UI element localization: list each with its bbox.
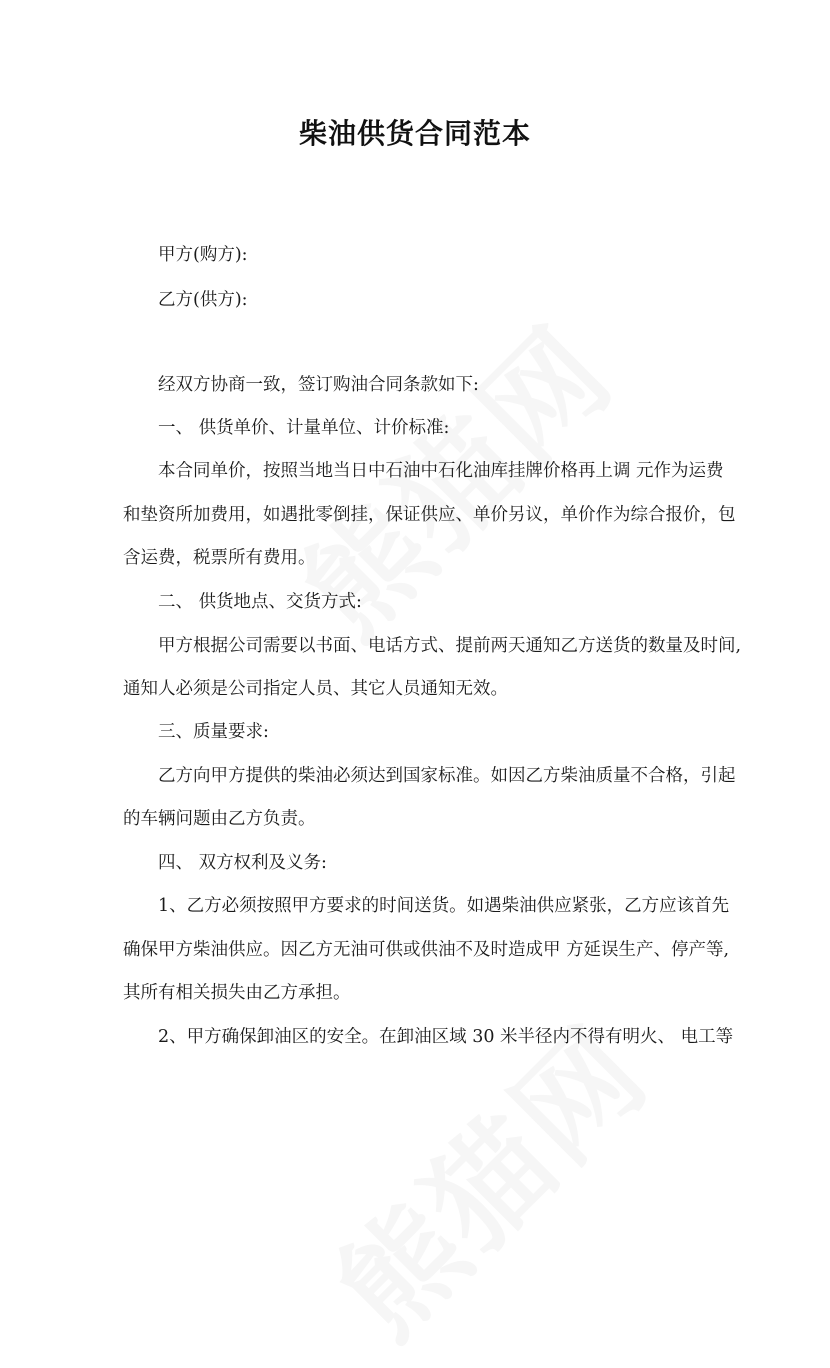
- section-2-line: 通知人必须是公司指定人员、其它人员通知无效。: [123, 679, 508, 699]
- document-title: 柴油供货合同范本: [298, 117, 531, 150]
- section-4-line: 其所有相关损失由乙方承担。: [123, 983, 351, 1003]
- section-1-heading: 一、 供货单价、计量单位、计价标准:: [158, 418, 450, 438]
- section-3-line: 乙方向甲方提供的柴油必须达到国家标准。如因乙方柴油质量不合格，引起: [158, 766, 736, 786]
- section-4-line: 2、甲方确保卸油区的安全。在卸油区域 30 米半径内不得有明火、 电工等: [158, 1027, 734, 1047]
- section-2-heading: 二、 供货地点、交货方式:: [158, 592, 362, 612]
- section-3-line: 的车辆问题由乙方负责。: [123, 809, 316, 829]
- party-a-label: 甲方(购方):: [158, 245, 248, 265]
- section-1-line: 和垫资所加费用，如遇批零倒挂，保证供应、单价另议，单价作为综合报价，包: [123, 505, 736, 525]
- section-1-line: 本合同单价，按照当地当日中石油中石化油库挂牌价格再上调 元作为运费: [158, 461, 724, 481]
- section-2-line: 甲方根据公司需要以书面、电话方式、提前两天通知乙方送货的数量及时间,: [158, 636, 742, 656]
- intro-paragraph: 经双方协商一致，签订购油合同条款如下:: [158, 375, 479, 395]
- section-4-line: 1、乙方必须按照甲方要求的时间送货。如遇柴油供应紧张，乙方应该首先: [158, 896, 730, 916]
- section-4-heading: 四、 双方权利及义务:: [158, 853, 327, 873]
- party-b-label: 乙方(供方):: [158, 290, 248, 310]
- section-3-heading: 三、质量要求:: [158, 722, 269, 742]
- section-4-line: 确保甲方柴油供应。因乙方无油可供或供油不及时造成甲 方延误生产、停产等,: [123, 940, 730, 960]
- section-1-line: 含运费，税票所有费用。: [123, 548, 316, 568]
